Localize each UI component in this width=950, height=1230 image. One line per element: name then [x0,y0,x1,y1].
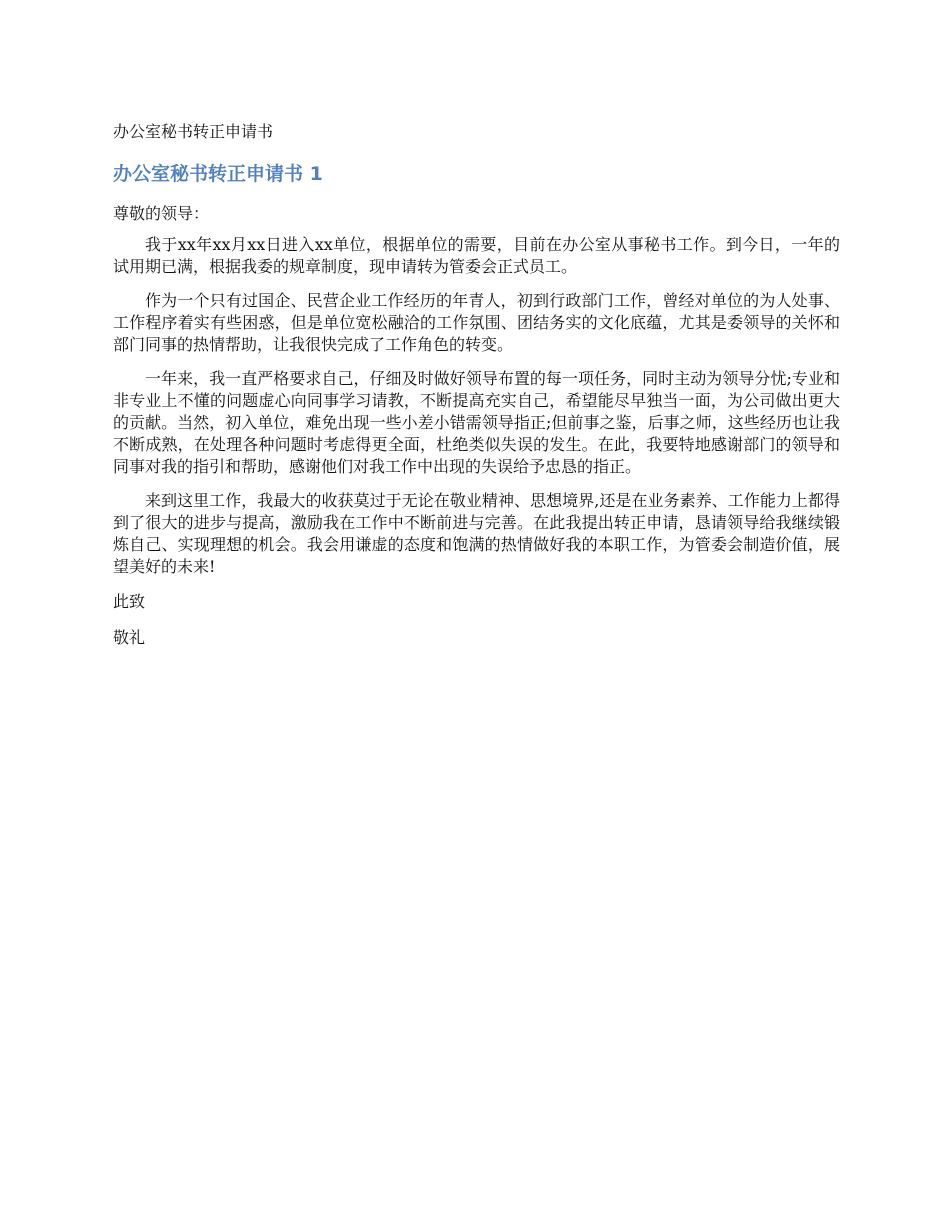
body-paragraph-4: 来到这里工作，我最大的收获莫过于无论在敬业精神、思想境界,还是在业务素养、工作能力上都得到了很大的进步与提高，激励我在工作中不断前进与完善。在此我提出转正申请，恳请领导给我继续锻炼自己、实现理想的机会。我会用谦虚的态度和饱满的热情做好我的本职工作，为管委会制造价值，展望美好的未来! [113,491,840,576]
document-title: 办公室秘书转正申请书 [113,122,274,141]
closing-line-2: 敬礼 [113,628,146,647]
body-paragraph-1: 我于xx年xx月xx日进入xx单位，根据单位的需要，目前在办公室从事秘书工作。到今日，一年的试用期已满，根据我委的规章制度，现申请转为管委会正式员工。 [113,235,840,276]
body-paragraph-3: 一年来，我一直严格要求自己，仔细及时做好领导布置的每一项任务，同时主动为领导分忧;专业和非专业上不懂的问题虚心向同事学习请教，不断提高充实自己，希望能尽早独当一面，为公司做出更大的贡献。当然，初入单位，难免出现一些小差小错需领导指正;但前事之鉴，后事之师，这些经历也让我不断成熟，在处理各种问题时考虑得更全面，杜绝类似失误的发生。在此，我要特地感谢部门的领导和同事对我的指引和帮助，感谢他们对我工作中出现的失误给予忠恳的指正。 [113,369,840,476]
closing-line-1: 此致 [113,592,146,611]
body-paragraph-2: 作为一个只有过国企、民营企业工作经历的年青人，初到行政部门工作，曾经对单位的为人处事、工作程序着实有些困惑，但是单位宽松融洽的工作氛围、团结务实的文化底蕴，尤其是委领导的关怀和部门同事的热情帮助，让我很快完成了工作角色的转变。 [113,291,840,354]
section-heading: 办公室秘书转正申请书 1 [113,163,323,185]
salutation: 尊敬的领导： [113,204,210,223]
document-page [113,120,840,662]
